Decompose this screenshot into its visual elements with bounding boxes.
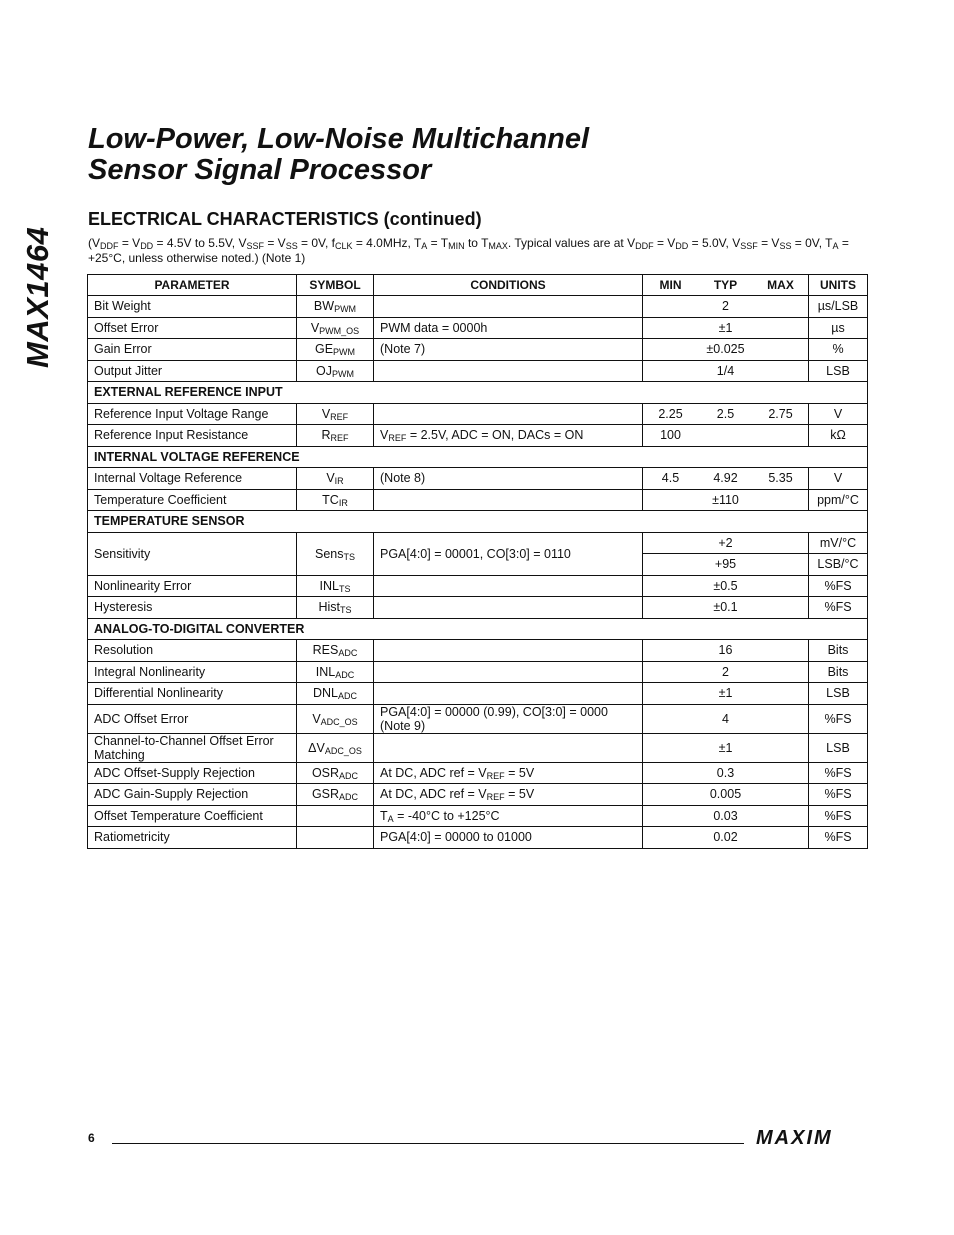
value-cell [643,762,809,784]
typ-value: 2.5 [716,406,735,421]
table-row [88,425,868,447]
typ-value: 0.3 [716,765,735,780]
min-value [643,536,698,550]
typ-value: 16 [718,643,733,658]
value-cell [643,733,809,762]
value-cell [643,532,809,554]
max-value [753,712,808,726]
min-value [643,299,698,313]
typ-value: 0.005 [709,787,742,802]
min-value [643,686,698,700]
symbol-subscript: PWM [334,304,357,315]
symbol-base: INL [315,664,336,679]
min-value [643,809,698,823]
max-value [753,428,808,442]
table-row [88,733,868,762]
min-value [643,321,698,335]
units-cell: %FS [809,704,868,733]
typ-value: 2 [722,664,729,679]
typ-value: ±1 [718,320,733,335]
parameter-cell: Sensitivity [88,532,297,575]
header-parameter: PARAMETER [88,275,297,296]
max-value [753,766,808,780]
table-row [88,640,868,662]
conditions-cell [374,597,643,619]
value-cell [643,661,809,683]
typ-value [698,428,753,442]
min-value [643,364,698,378]
electrical-characteristics-table [87,274,868,849]
section-label: EXTERNAL REFERENCE INPUT [88,382,868,404]
section-label: ANALOG-TO-DIGITAL CONVERTER [88,618,868,640]
conditions-cell [374,296,643,318]
symbol-base: TC [322,492,339,507]
conditions-cell [374,575,643,597]
units-cell: mV/°C [809,532,868,554]
typ-value: ±0.025 [706,342,745,357]
conditions-cell [374,403,643,425]
min-value [643,600,698,614]
symbol-cell [297,339,374,361]
symbol-subscript: ADC_OS [320,716,358,727]
table-row [88,532,868,554]
table-row [88,575,868,597]
max-value [753,809,808,823]
typ-value: ±0.1 [713,600,738,615]
max-value [753,600,808,614]
symbol-cell [297,597,374,619]
symbol-cell [297,575,374,597]
conditions-cell [374,360,643,382]
parameter-cell: Hysteresis [88,597,297,619]
symbol-cell [297,762,374,784]
max-value [753,741,808,755]
symbol-base: INL [319,578,339,593]
min-value [643,342,698,356]
min-value: 100 [660,428,681,443]
header-max: MAX [767,278,794,292]
parameter-cell: ADC Offset Error [88,704,297,733]
units-cell: %FS [809,575,868,597]
units-cell: kΩ [809,425,868,447]
min-value [643,493,698,507]
symbol-cell [297,704,374,733]
typ-value: 1/4 [716,363,735,378]
parameter-cell: Output Jitter [88,360,297,382]
value-cell [643,784,809,806]
conditions-cell: (Note 8) [374,468,643,490]
max-value [753,342,808,356]
symbol-subscript: REF [330,433,349,444]
value-cell [643,489,809,511]
symbol-base: OSR [311,765,340,780]
table-row [88,805,868,827]
value-cell [643,704,809,733]
parameter-cell: Nonlinearity Error [88,575,297,597]
units-cell: LSB/°C [809,554,868,576]
conditions-cell: PWM data = 0000h [374,317,643,339]
conditions-cell: $V_{REF} = 2.5V$, ADC = ON, DACs = ON [374,425,643,447]
units-cell: %FS [809,805,868,827]
parameter-cell: Ratiometricity [88,827,297,849]
section-row [88,382,868,404]
symbol-base: RES [312,643,339,658]
value-cell [643,425,809,447]
footer-rule [112,1143,744,1144]
conditions-cell [374,733,643,762]
typ-value: ±1 [718,740,733,755]
conditions-cell: PGA[4:0] = 00001, CO[3:0] = 0110 [374,532,643,575]
units-cell: %FS [809,784,868,806]
symbol-base: GSR [311,787,340,802]
units-cell: V [809,403,868,425]
units-cell: %FS [809,597,868,619]
parameter-cell: Channel-to-Channel Offset Error Matching [88,733,297,762]
units-cell: Bits [809,661,868,683]
max-value [753,787,808,801]
parameter-cell: ADC Gain-Supply Rejection [88,784,297,806]
symbol-subscript: ADC [335,669,355,680]
conditions-cell [374,683,643,705]
symbol-base: BW [313,299,335,314]
units-cell: % [809,339,868,361]
section-row [88,618,868,640]
symbol-subscript: PWM [331,368,354,379]
max-value [753,686,808,700]
conditions-cell: PGA[4:0] = 00000 to 01000 [374,827,643,849]
min-value [643,712,698,726]
units-cell: LSB [809,360,868,382]
typ-value: 4 [722,711,729,726]
symbol-base: OJ [316,363,332,378]
table-row [88,360,868,382]
typ-value: ±0.5 [713,578,738,593]
conditions-cell: $T_A = -40^\circ C$ to +125°C [374,805,643,827]
typ-value: +95 [714,557,737,572]
conditions-cell [374,661,643,683]
value-cell [643,805,809,827]
header-conditions: CONDITIONS [374,275,643,296]
min-value: 4.5 [661,471,680,486]
document-title [88,124,888,186]
symbol-cell [297,403,374,425]
value-cell [643,827,809,849]
max-value [753,830,808,844]
typ-value: 0.03 [713,808,738,823]
symbol-base: V [326,471,335,486]
value-cell [643,683,809,705]
symbol-cell [297,468,374,490]
typ-value: ±1 [718,686,733,701]
min-value: 2.25 [658,406,683,421]
conditions-cell: At DC, ADC ref = $V_{REF} = 5V$ [374,762,643,784]
max-value [753,364,808,378]
value-cell [643,468,809,490]
symbol-subscript: TS [338,583,351,594]
units-cell: Bits [809,640,868,662]
max-value [753,321,808,335]
value-cell [643,403,809,425]
conditions-cell: PGA[4:0] = 00000 (0.99), CO[3:0] = 0000 (Note 9) [374,704,643,733]
units-cell: %FS [809,762,868,784]
typ-value: 2 [722,299,729,314]
min-value [643,787,698,801]
symbol-base: GE [314,342,334,357]
table-row [88,762,868,784]
value-cell [643,554,809,576]
min-value [643,557,698,571]
conditions-cell [374,489,643,511]
parameter-cell: Offset Temperature Coefficient [88,805,297,827]
symbol-cell [297,425,374,447]
value-cell [643,339,809,361]
symbol-subscript: PWM_OS [319,325,360,336]
header-min-typ-max [643,275,809,296]
section-label: INTERNAL VOLTAGE REFERENCE [88,446,868,468]
value-cell [643,296,809,318]
parameter-cell: Bit Weight [88,296,297,318]
symbol-cell [297,360,374,382]
symbol-cell [297,683,374,705]
min-value [643,766,698,780]
max-value: 2.75 [768,406,793,421]
min-value [643,579,698,593]
parameter-cell: Differential Nonlinearity [88,683,297,705]
table-row [88,784,868,806]
parameter-cell: Integral Nonlinearity [88,661,297,683]
max-value [753,643,808,657]
table-row [88,489,868,511]
table-body [88,296,868,849]
symbol-subscript: IR [338,497,348,508]
symbol-cell [297,784,374,806]
section-row [88,446,868,468]
symbol-subscript: ADC [339,770,359,781]
header-units: UNITS [809,275,868,296]
parameter-cell: Internal Voltage Reference [88,468,297,490]
value-cell [643,640,809,662]
max-value [753,536,808,550]
value-cell [643,360,809,382]
max-value [753,579,808,593]
min-value [643,830,698,844]
symbol-subscript: TS [340,605,352,616]
symbol-subscript: IR [334,476,344,487]
symbol-subscript: ADC_OS [324,745,362,756]
symbol-subscript: PWM [333,347,356,358]
symbol-cell [297,317,374,339]
units-cell: µs [809,317,868,339]
min-value [643,643,698,657]
max-value [753,493,808,507]
symbol-subscript: REF [330,411,349,422]
units-cell: V [809,468,868,490]
parameter-cell: Temperature Coefficient [88,489,297,511]
parameter-cell: Reference Input Voltage Range [88,403,297,425]
units-cell: LSB [809,683,868,705]
typ-value: ±110 [712,492,739,507]
table-row [88,683,868,705]
maxim-logo-text: MAXIM [756,1127,833,1148]
symbol-subscript: ADC [338,691,358,702]
symbol-cell [297,640,374,662]
value-cell [643,575,809,597]
table-header-row [88,275,868,296]
conditions-note: ($V_{DDF} = V_{DD} = 4.5V$ to 5.5V, $V_{SSF} = V_{SS} = 0V$, $f_{CLK} = 4.0MHz$, $T_A = T_{MIN}$ to $T_{MAX}$. Typical values are at $V_{DDF} = V_{DD} = 5.0V$, $V_{SSF} = V_{SS} = 0V$, $T_A = +25^\circ C$, unless otherwise noted.) (Note 1) [88,236,849,265]
conditions-cell: (Note 7) [374,339,643,361]
table-row [88,339,868,361]
symbol-cell [297,805,374,827]
page-number: 6 [88,1131,95,1145]
symbol-base: R [321,428,331,443]
header-typ: TYP [713,278,738,292]
table-row [88,296,868,318]
section-label: TEMPERATURE SENSOR [88,511,868,533]
typ-value: 4.92 [713,471,738,486]
units-cell: µs/LSB [809,296,868,318]
symbol-subscript: TS [343,551,355,562]
table-row [88,827,868,849]
units-cell: ppm/°C [809,489,868,511]
header-min: MIN [659,278,682,292]
max-value [753,665,808,679]
table-row [88,403,868,425]
max-value: 5.35 [768,471,793,486]
symbol-base: V [321,406,331,421]
min-value [643,665,698,679]
max-value [753,299,808,313]
symbol-base: Sens [314,546,344,561]
title-line-1: Low-Power, Low-Noise Multichannel [88,123,590,155]
symbol-base: V [310,320,320,335]
symbol-subscript: ADC [338,648,358,659]
symbol-cell [297,827,374,849]
value-cell [643,597,809,619]
symbol-cell [297,733,374,762]
symbol-base: DNL [312,686,338,701]
header-symbol: SYMBOL [297,275,374,296]
parameter-cell: ADC Offset-Supply Rejection [88,762,297,784]
maxim-logo [756,1126,866,1148]
units-cell: LSB [809,733,868,762]
value-cell [643,317,809,339]
symbol-base: Hist [318,600,340,615]
symbol-cell [297,661,374,683]
typ-value: 0.02 [713,830,738,845]
symbol-base: ΔV [308,740,325,755]
table-row [88,704,868,733]
symbol-cell [297,296,374,318]
symbol-cell [297,489,374,511]
title-line-2: Sensor Signal Processor [88,154,432,186]
table-row [88,317,868,339]
symbol-base: V [312,711,321,726]
parameter-cell: Resolution [88,640,297,662]
max-value [753,557,808,571]
section-row [88,511,868,533]
symbol-subscript: ADC [339,792,359,803]
symbol-cell [297,532,374,575]
parameter-cell: Offset Error [88,317,297,339]
side-part-number: MAX1464 [20,226,55,368]
table-row [88,597,868,619]
table-row [88,661,868,683]
units-cell: %FS [809,827,868,849]
section-heading: ELECTRICAL CHARACTERISTICS (continued) [88,209,482,229]
table-row [88,468,868,490]
parameter-cell: Gain Error [88,339,297,361]
typ-value: +2 [718,535,733,550]
conditions-cell [374,640,643,662]
conditions-cell: At DC, ADC ref = $V_{REF} = 5V$ [374,784,643,806]
min-value [643,741,698,755]
parameter-cell: Reference Input Resistance [88,425,297,447]
